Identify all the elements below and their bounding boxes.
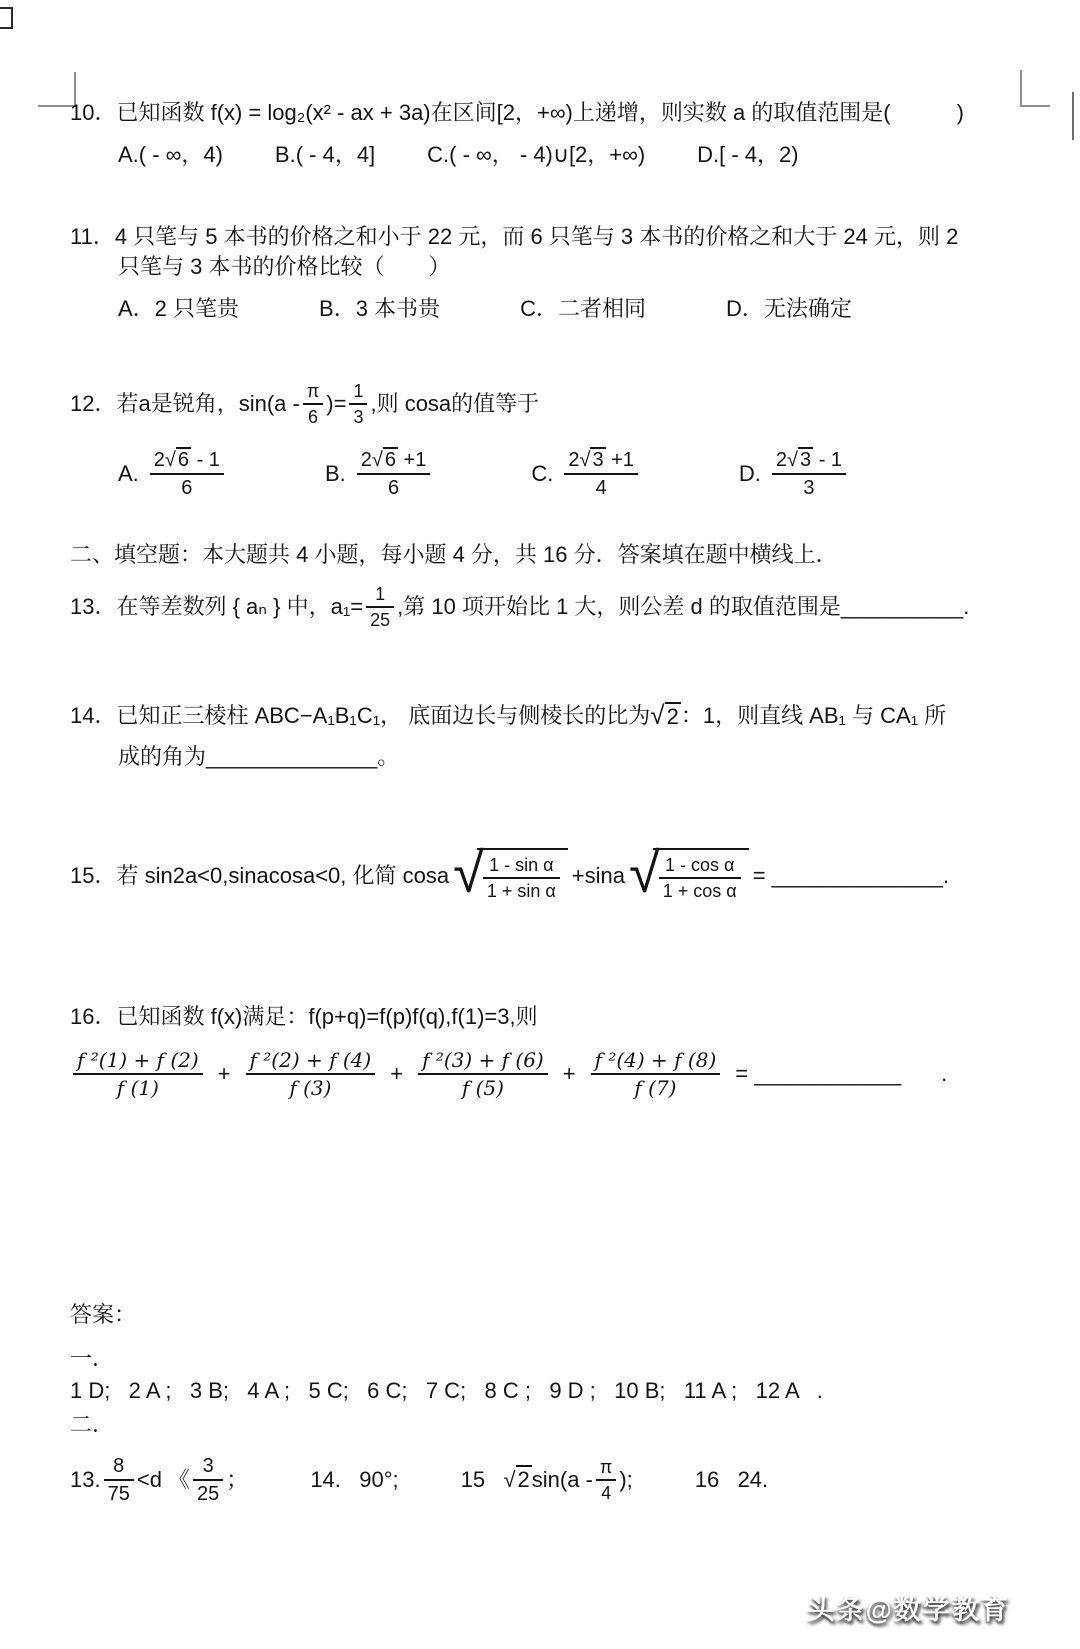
q10-option-d: D.[ - 4，2) xyxy=(697,142,799,167)
q11-option-c: C．二者相同 xyxy=(520,296,646,321)
plus-sign: + xyxy=(562,1061,576,1086)
q11-options xyxy=(70,294,1030,324)
q10-text: 10．已知函数 f(x) = log₂(x² - ax + 3a)在区间[2，+∞)上递增，则实数 a 的取值范围是( ) xyxy=(70,100,964,125)
q12-option-c-fraction: $\frac{2√ 3 +1}{4}$ xyxy=(564,448,638,500)
scan-edge-artifact xyxy=(1072,92,1074,140)
q16-fraction-1: $\frac{\text{f ²(1) + f (2)}}{f (1)}$ xyxy=(73,1048,203,1100)
watermark: 头条@数学教育 xyxy=(807,1595,1010,1625)
sqrt-radical: √ 6 xyxy=(164,449,190,471)
q13-fraction-1-25: $\frac{1}{25}$ xyxy=(366,583,394,631)
q12-fraction-pi-6: $\frac{\pi}{6}$ xyxy=(303,380,323,428)
answers-part2-label: 二． xyxy=(70,1412,115,1437)
plus-sign: + xyxy=(217,1061,231,1086)
answer-15-fraction: $\frac{\pi}{4}$ xyxy=(596,1456,616,1504)
answer-15: 15 √2 sin(a - $\frac{\pi}{4}$ ); xyxy=(460,1457,633,1503)
q15-text-mid: +sina xyxy=(571,863,625,888)
q16-expression xyxy=(70,1048,1030,1100)
q11-option-b: B．3 本书贵 xyxy=(319,296,441,321)
question-14 xyxy=(70,700,1030,772)
q15-radical-2: √ $\frac{\text{1 - cos α}}{\text{1 + cos α}}$ xyxy=(629,848,749,904)
answers-choice-list: 1 D; 2 A ; 3 B; 4 A ; 5 C; 6 C; 7 C; 8 C ; 9 D ; 10 B; 11 A ; 12 A . xyxy=(70,1378,823,1403)
question-11 xyxy=(70,222,1030,324)
q16-period: . xyxy=(941,1061,948,1086)
sqrt-2-radical: √2 xyxy=(503,1467,530,1492)
scan-corner-square xyxy=(0,7,13,29)
answers-title: 答案： xyxy=(70,1302,137,1327)
question-10 xyxy=(70,98,1030,170)
plus-sign: + xyxy=(390,1061,404,1086)
q16-fraction-3: $\frac{\text{f ²(3) + f (6)}}{f (5)}$ xyxy=(418,1048,548,1100)
q13-text-pre: 13．在等差数列 { aₙ } 中，a₁= xyxy=(70,594,364,619)
q15-text-post: = ______________. xyxy=(752,863,950,888)
q12-option-a-fraction: $\frac{2√ 6 - 1}{6}$ xyxy=(150,448,224,500)
q12-text-post: ,则 cosa的值等于 xyxy=(370,391,540,416)
q12-stem xyxy=(70,380,1030,428)
question-15 xyxy=(70,841,1030,904)
q12-options xyxy=(70,448,1030,500)
q12-fraction-1-3: $\frac{1}{3}$ xyxy=(349,380,367,428)
q14-text-post: ：1，则直线 AB₁ 与 CA₁ 所 xyxy=(680,703,947,728)
answers-part1-label: 一． xyxy=(70,1346,115,1371)
sqrt-radical: √ 3 xyxy=(787,449,812,471)
q10-option-a: A.( - ∞，4) xyxy=(118,142,223,167)
q12-option-c: C. $\frac{2√ 3 +1}{4}$ xyxy=(531,448,641,500)
q12-text-mid: )= xyxy=(326,391,347,416)
q12-option-b: B. $\frac{2√ 6 +1}{6}$ xyxy=(325,448,433,500)
q12-text-pre: 12．若a是锐角，sin(a - xyxy=(70,391,300,416)
q13-text-post: ,第 10 项开始比 1 大，则公差 d 的取值范围是__________. xyxy=(397,594,970,619)
q11-option-a: A．2 只笔贵 xyxy=(118,296,240,321)
answer-16: 16 24. xyxy=(694,1467,769,1492)
q15-radical-1: √ $\frac{\text{1 - sin α}}{\text{1 + sin α}}$ xyxy=(453,848,568,904)
q14-text-pre: 14．已知正三棱柱 ABC−A₁B₁C₁， 底面边长与侧棱长的比为 xyxy=(70,703,651,728)
answer-13-fraction-2: $\frac{3}{25}$ xyxy=(193,1454,223,1506)
answer-13: 13. $\frac{8}{75}$ <d 《 $\frac{3}{25}$ ； xyxy=(70,1455,249,1505)
q12-option-a: A. $\frac{2√ 6 - 1}{6}$ xyxy=(118,448,227,500)
q16-equals-blank: = ____________ xyxy=(735,1061,902,1086)
q11-text-line1: 11．4 只笔与 5 本书的价格之和小于 22 元，而 6 只笔与 3 本书的价格之和大于 24 元，则 2 xyxy=(70,224,959,249)
answer-14: 14. 90°; xyxy=(310,1467,399,1492)
answer-key xyxy=(70,1300,1030,1506)
section-2-header: 二、填空题：本大题共 4 小题，每小题 4 分，共 16 分．答案填在题中横线上． xyxy=(70,542,838,567)
q16-fraction-4: $\frac{\text{f ²(4) + f (8)}}{f (7)}$ xyxy=(591,1048,721,1100)
question-12 xyxy=(70,380,1030,500)
q11-option-d: D．无法确定 xyxy=(725,296,852,321)
q10-option-c: C.( - ∞， - 4)∪[2，+∞) xyxy=(427,142,646,167)
q12-option-b-fraction: $\frac{2√ 6 +1}{6}$ xyxy=(357,448,431,500)
q14-text-line2: 成的角为______________。 xyxy=(118,744,400,769)
q12-option-d: D. $\frac{2√ 3 - 1}{3}$ xyxy=(739,448,849,500)
q12-option-d-fraction: $\frac{2√ 3 - 1}{3}$ xyxy=(772,448,846,500)
question-16 xyxy=(70,1002,1030,1100)
q15-text-pre: 15．若 sin2a<0,sinacosa<0, 化简 cosa xyxy=(70,863,450,888)
question-13 xyxy=(70,583,1030,631)
q10-options xyxy=(70,140,1030,170)
sqrt-radical: √ 3 xyxy=(579,449,604,471)
answers-fill-in-row xyxy=(70,1454,1030,1506)
q16-fraction-2: $\frac{\text{f ²(2) + f (4)}}{f (3)}$ xyxy=(246,1048,376,1100)
sqrt-radical: √ 6 xyxy=(371,449,396,471)
q10-option-b: B.( - 4，4] xyxy=(274,142,376,167)
answer-13-fraction-1: $\frac{8}{75}$ xyxy=(104,1454,134,1506)
q16-text: 16．已知函数 f(x)满足：f(p+q)=f(p)f(q),f(1)=3,则 xyxy=(70,1004,538,1029)
q11-text-line2: 只笔与 3 本书的价格比较（ ） xyxy=(118,254,451,279)
sqrt-2-radical: √2 xyxy=(650,700,679,730)
